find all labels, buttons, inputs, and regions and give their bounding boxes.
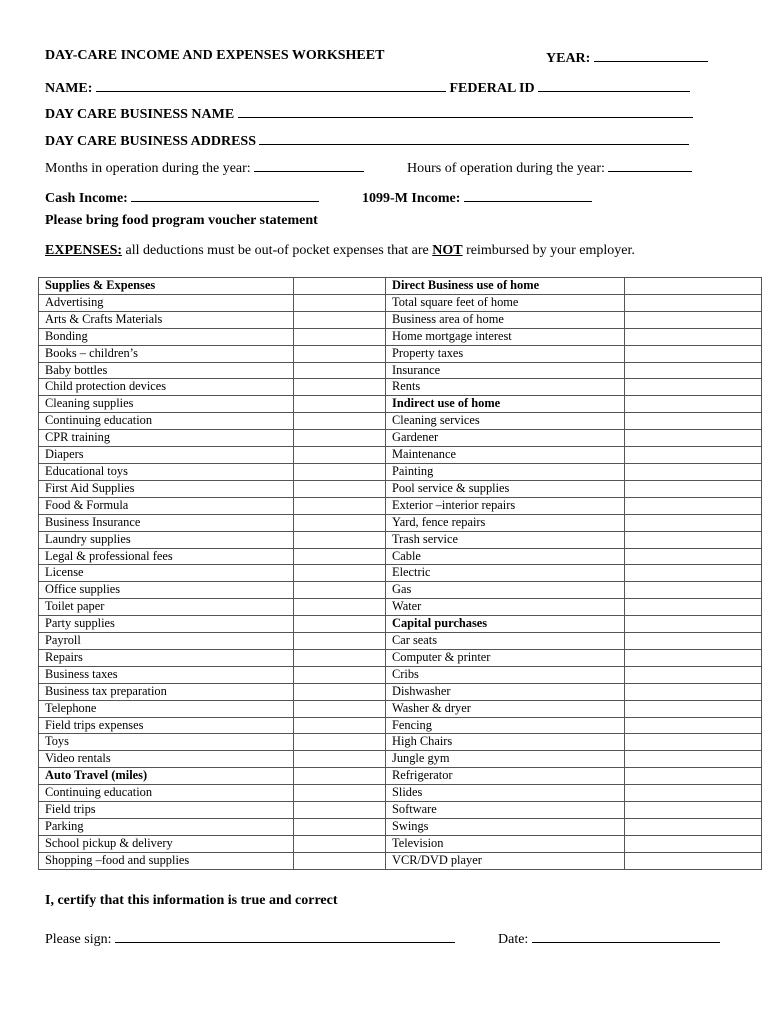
expenses-table-body <box>39 278 762 870</box>
left-item-amount[interactable] <box>294 379 386 396</box>
right-item-label: Direct Business use of home <box>386 278 625 295</box>
left-item-amount[interactable] <box>294 430 386 447</box>
expenses-note-a: all deductions must be out-of pocket expenses that are <box>122 243 433 258</box>
right-item-label: Water <box>386 599 625 616</box>
table-row <box>39 531 762 548</box>
right-item-label: Insurance <box>386 362 625 379</box>
right-item-amount[interactable] <box>625 734 762 751</box>
left-item-amount[interactable] <box>294 582 386 599</box>
right-item-amount[interactable] <box>625 582 762 599</box>
right-item-label: Painting <box>386 463 625 480</box>
left-item-label: Telephone <box>39 700 294 717</box>
right-item-label: Gardener <box>386 430 625 447</box>
certify-statement: I, certify that this information is true and correct <box>45 893 338 908</box>
left-item-label: CPR training <box>39 430 294 447</box>
left-item-amount[interactable] <box>294 447 386 464</box>
left-item-label: Auto Travel (miles) <box>39 768 294 785</box>
left-item-label: Continuing education <box>39 785 294 802</box>
months-field[interactable] <box>254 158 364 172</box>
left-item-label: School pickup & delivery <box>39 835 294 852</box>
signature-field[interactable] <box>115 929 455 943</box>
left-item-label: Parking <box>39 819 294 836</box>
left-item-amount[interactable] <box>294 565 386 582</box>
business-name-field[interactable] <box>238 104 693 118</box>
left-item-label: Books – children’s <box>39 345 294 362</box>
table-row <box>39 497 762 514</box>
right-item-label: Exterior –interior repairs <box>386 497 625 514</box>
right-item-label: Capital purchases <box>386 616 625 633</box>
year-row <box>546 48 708 67</box>
table-row <box>39 683 762 700</box>
right-item-amount[interactable] <box>625 514 762 531</box>
table-row <box>39 819 762 836</box>
left-item-amount[interactable] <box>294 497 386 514</box>
left-item-label: Advertising <box>39 294 294 311</box>
year-label: YEAR: <box>546 51 591 66</box>
right-item-label: Television <box>386 835 625 852</box>
left-item-amount[interactable] <box>294 531 386 548</box>
right-item-amount[interactable] <box>625 278 762 295</box>
left-item-label: Laundry supplies <box>39 531 294 548</box>
left-item-label: Baby bottles <box>39 362 294 379</box>
date-row <box>498 929 720 948</box>
right-item-label: Car seats <box>386 633 625 650</box>
hours-row <box>407 158 692 177</box>
right-item-amount[interactable] <box>625 768 762 785</box>
left-item-label: Office supplies <box>39 582 294 599</box>
right-item-label: Computer & printer <box>386 649 625 666</box>
table-row <box>39 582 762 599</box>
expenses-table <box>38 277 762 870</box>
left-item-label: Business tax preparation <box>39 683 294 700</box>
right-item-amount[interactable] <box>625 396 762 413</box>
table-row <box>39 278 762 295</box>
worksheet-title: DAY-CARE INCOME AND EXPENSES WORKSHEET <box>45 48 385 63</box>
left-item-amount[interactable] <box>294 785 386 802</box>
expenses-label: EXPENSES: <box>45 243 123 258</box>
table-row <box>39 633 762 650</box>
right-item-label: Property taxes <box>386 345 625 362</box>
right-item-label: Business area of home <box>386 311 625 328</box>
right-item-label: Maintenance <box>386 447 625 464</box>
left-item-amount[interactable] <box>294 294 386 311</box>
right-item-label: Cribs <box>386 666 625 683</box>
left-item-amount[interactable] <box>294 683 386 700</box>
right-item-label: Fencing <box>386 717 625 734</box>
right-item-label: Pool service & supplies <box>386 480 625 497</box>
left-item-label: Continuing education <box>39 413 294 430</box>
right-item-amount[interactable] <box>625 852 762 869</box>
right-item-amount[interactable] <box>625 666 762 683</box>
income-1099-row <box>362 188 592 207</box>
right-item-amount[interactable] <box>625 633 762 650</box>
right-item-amount[interactable] <box>625 785 762 802</box>
right-item-label: Cleaning services <box>386 413 625 430</box>
left-item-amount[interactable] <box>294 413 386 430</box>
left-item-amount[interactable] <box>294 819 386 836</box>
left-item-amount[interactable] <box>294 480 386 497</box>
left-item-label: Shopping –food and supplies <box>39 852 294 869</box>
right-item-amount[interactable] <box>625 497 762 514</box>
right-item-amount[interactable] <box>625 683 762 700</box>
right-item-amount[interactable] <box>625 802 762 819</box>
left-item-amount[interactable] <box>294 328 386 345</box>
right-item-label: Cable <box>386 548 625 565</box>
expenses-note-row <box>45 243 635 259</box>
right-item-label: Trash service <box>386 531 625 548</box>
table-row <box>39 379 762 396</box>
left-item-amount[interactable] <box>294 835 386 852</box>
right-item-label: Refrigerator <box>386 768 625 785</box>
right-item-amount[interactable] <box>625 599 762 616</box>
table-row <box>39 514 762 531</box>
left-item-amount[interactable] <box>294 802 386 819</box>
right-item-amount[interactable] <box>625 531 762 548</box>
left-item-amount[interactable] <box>294 345 386 362</box>
table-row <box>39 311 762 328</box>
right-item-label: Indirect use of home <box>386 396 625 413</box>
right-item-amount[interactable] <box>625 835 762 852</box>
table-row <box>39 835 762 852</box>
right-item-amount[interactable] <box>625 616 762 633</box>
worksheet-title-row <box>45 48 384 64</box>
table-row <box>39 717 762 734</box>
left-item-label: Child protection devices <box>39 379 294 396</box>
table-row <box>39 548 762 565</box>
left-item-amount[interactable] <box>294 548 386 565</box>
left-item-label: Food & Formula <box>39 497 294 514</box>
left-item-label: Educational toys <box>39 463 294 480</box>
left-item-label: Payroll <box>39 633 294 650</box>
voucher-note: Please bring food program voucher statement <box>45 213 318 228</box>
name-row <box>45 78 690 97</box>
right-item-amount[interactable] <box>625 345 762 362</box>
left-item-amount[interactable] <box>294 514 386 531</box>
right-item-amount[interactable] <box>625 548 762 565</box>
right-item-label: Dishwasher <box>386 683 625 700</box>
left-item-label: License <box>39 565 294 582</box>
right-item-amount[interactable] <box>625 362 762 379</box>
right-item-label: High Chairs <box>386 734 625 751</box>
table-row <box>39 396 762 413</box>
table-row <box>39 345 762 362</box>
right-item-label: Swings <box>386 819 625 836</box>
left-item-label: Bonding <box>39 328 294 345</box>
left-item-label: Legal & professional fees <box>39 548 294 565</box>
left-item-amount[interactable] <box>294 463 386 480</box>
left-item-amount[interactable] <box>294 734 386 751</box>
income-1099-field[interactable] <box>464 188 592 202</box>
right-item-amount[interactable] <box>625 649 762 666</box>
left-item-amount[interactable] <box>294 599 386 616</box>
table-row <box>39 294 762 311</box>
right-item-label: Software <box>386 802 625 819</box>
right-item-label: Washer & dryer <box>386 700 625 717</box>
business-address-row <box>45 131 689 150</box>
right-item-amount[interactable] <box>625 565 762 582</box>
table-row <box>39 666 762 683</box>
business-name-row <box>45 104 693 123</box>
income-1099-label: 1099-M Income: <box>362 191 461 206</box>
right-item-label: Gas <box>386 582 625 599</box>
right-item-label: Rents <box>386 379 625 396</box>
table-row <box>39 700 762 717</box>
right-item-amount[interactable] <box>625 700 762 717</box>
right-item-amount[interactable] <box>625 311 762 328</box>
right-item-amount[interactable] <box>625 379 762 396</box>
left-item-label: Cleaning supplies <box>39 396 294 413</box>
right-item-amount[interactable] <box>625 430 762 447</box>
sign-label: Please sign: <box>45 932 112 947</box>
right-item-label: VCR/DVD player <box>386 852 625 869</box>
table-row <box>39 852 762 869</box>
table-row <box>39 802 762 819</box>
table-row <box>39 649 762 666</box>
table-row <box>39 768 762 785</box>
table-row <box>39 447 762 464</box>
table-row <box>39 785 762 802</box>
left-item-label: Business Insurance <box>39 514 294 531</box>
left-item-amount[interactable] <box>294 666 386 683</box>
table-row <box>39 734 762 751</box>
table-row <box>39 616 762 633</box>
left-item-amount[interactable] <box>294 700 386 717</box>
left-item-label: Toys <box>39 734 294 751</box>
right-item-amount[interactable] <box>625 294 762 311</box>
table-row <box>39 565 762 582</box>
left-item-amount[interactable] <box>294 396 386 413</box>
right-item-label: Total square feet of home <box>386 294 625 311</box>
cash-income-label: Cash Income: <box>45 191 128 206</box>
right-item-label: Electric <box>386 565 625 582</box>
left-item-label: Diapers <box>39 447 294 464</box>
left-item-amount[interactable] <box>294 311 386 328</box>
table-row <box>39 328 762 345</box>
left-item-label: Repairs <box>39 649 294 666</box>
name-field[interactable] <box>96 78 446 92</box>
left-item-amount[interactable] <box>294 852 386 869</box>
left-item-amount[interactable] <box>294 717 386 734</box>
business-name-label: DAY CARE BUSINESS NAME <box>45 107 235 122</box>
right-item-amount[interactable] <box>625 819 762 836</box>
date-label: Date: <box>498 932 529 947</box>
left-item-label: Video rentals <box>39 751 294 768</box>
expenses-note-b: reimbursed by your employer. <box>462 243 635 258</box>
cash-income-field[interactable] <box>131 188 319 202</box>
left-item-label: Toilet paper <box>39 599 294 616</box>
left-item-amount[interactable] <box>294 768 386 785</box>
left-item-amount[interactable] <box>294 751 386 768</box>
left-item-amount[interactable] <box>294 362 386 379</box>
hours-label: Hours of operation during the year: <box>407 161 605 176</box>
left-item-label: Party supplies <box>39 616 294 633</box>
table-row <box>39 599 762 616</box>
months-row <box>45 158 364 177</box>
left-item-label: Supplies & Expenses <box>39 278 294 295</box>
sign-row <box>45 929 455 948</box>
table-row <box>39 463 762 480</box>
hours-field[interactable] <box>608 158 692 172</box>
table-row <box>39 362 762 379</box>
right-item-amount[interactable] <box>625 413 762 430</box>
left-item-amount[interactable] <box>294 633 386 650</box>
cash-income-row <box>45 188 319 207</box>
year-field[interactable] <box>594 48 708 62</box>
left-item-amount[interactable] <box>294 278 386 295</box>
table-row <box>39 413 762 430</box>
left-item-label: Arts & Crafts Materials <box>39 311 294 328</box>
federal-id-label: FEDERAL ID <box>449 81 535 96</box>
right-item-label: Home mortgage interest <box>386 328 625 345</box>
right-item-amount[interactable] <box>625 717 762 734</box>
left-item-label: First Aid Supplies <box>39 480 294 497</box>
business-address-field[interactable] <box>259 131 689 145</box>
right-item-amount[interactable] <box>625 447 762 464</box>
left-item-label: Field trips <box>39 802 294 819</box>
right-item-amount[interactable] <box>625 480 762 497</box>
right-item-label: Jungle gym <box>386 751 625 768</box>
left-item-label: Business taxes <box>39 666 294 683</box>
table-row <box>39 480 762 497</box>
right-item-amount[interactable] <box>625 328 762 345</box>
right-item-label: Slides <box>386 785 625 802</box>
date-field[interactable] <box>532 929 720 943</box>
left-item-label: Field trips expenses <box>39 717 294 734</box>
table-row <box>39 751 762 768</box>
table-row <box>39 430 762 447</box>
business-address-label: DAY CARE BUSINESS ADDRESS <box>45 134 256 149</box>
name-label: NAME: <box>45 81 93 96</box>
right-item-amount[interactable] <box>625 463 762 480</box>
expenses-not: NOT <box>432 243 463 258</box>
right-item-amount[interactable] <box>625 751 762 768</box>
right-item-label: Yard, fence repairs <box>386 514 625 531</box>
federal-id-field[interactable] <box>538 78 690 92</box>
left-item-amount[interactable] <box>294 616 386 633</box>
months-label: Months in operation during the year: <box>45 161 251 176</box>
left-item-amount[interactable] <box>294 649 386 666</box>
